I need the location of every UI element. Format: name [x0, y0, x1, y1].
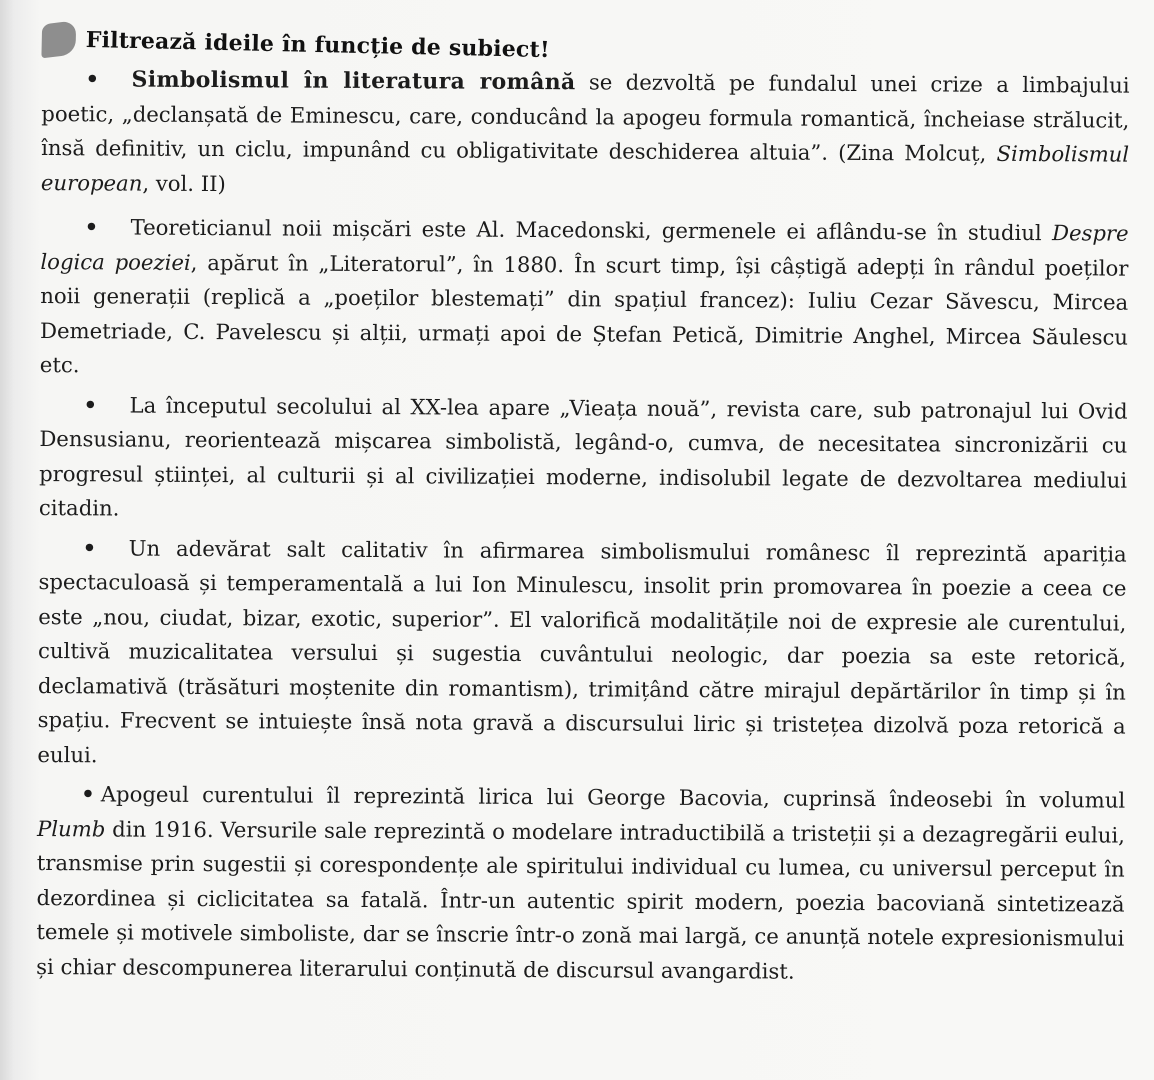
section-marker-icon — [41, 20, 76, 58]
paragraph-text: din 1916. Versurile sale reprezintă o modelare intraductibilă a tristeții și a dezagregării eului, transmise prin sugestii și corespondențe ale spiritului individual cu lumea, cu universul perceput în dezordinea și ciclicitatea sa fatală. Într-un autentic spirit modern, poezia bacoviană sintetizează temele și motivele simboliste, dar se înscrie într-o zonă mai largă, ce anunță notele expresionismului și chiar descompunerea literarului conținută de discursul avangardist. — [36, 815, 1126, 984]
paragraph-text: Apogeul curentului îl reprezintă lirica lui George Bacovia, cuprinsă îndeosebi în volumul — [100, 781, 1126, 813]
bullet-icon: • — [82, 534, 97, 560]
bullet-icon: • — [83, 391, 98, 417]
volume-title: Plumb — [36, 815, 106, 841]
book-title: Simbolismul european — [40, 140, 1130, 196]
paragraph-text: La începutul secolului al XX-lea apare „Vieața nouă”, revista care, sub patronajul lui Ovid Densusianu, reorientează mișcarea simbolistă, legând-o, cumva, de necesitatea sincronizării cu progresul științei, al culturii și al civilizației moderne, indisolubil legate de dezvoltarea mediului citadin. — [38, 392, 1128, 521]
textbook-page — [36, 8, 1130, 991]
paragraph-text: se dezvoltă pe fundalul unei crize a limbajului poetic, „declanșată de Eminescu, care, conducând la apogeu formula romantică, încheiase strălucit, însă definitiv, un ciclu, impunând cu obligativitate deschiderea altuia”. (Zina Molcuț, — [41, 69, 1130, 166]
study-title: Despre logica poeziei — [40, 220, 1129, 275]
paragraph-text: Un adevărat salt calitativ în afirmarea simbolismului românesc îl reprezintă apariția spectaculoasă și temperamentală a lui Ion Minulescu, insolit prin promovarea în poezie a ceea ce este „nou, ciudat, bizar, exotic, superior”. El valorifică modalitățile noi de expresie ale curentului, cultivă muzicalitatea versului și sugestia cuvântului neologic, dar poezia sa este retorică, declamativă (trăsături moștenite din romantism), trimițând către mirajul depărtărilor în timp și în spațiu. Frecvent se intuiește însă nota gravă a discursului liric și tristețea dizolvă poza retorică a eului. — [37, 535, 1127, 767]
paragraph-bacovia — [36, 777, 1125, 991]
paragraph-text: Teoreticianul noii mișcări este Al. Macedonski, germenele ei aflându-se în studiul — [130, 214, 1053, 246]
bullet-icon: • — [81, 781, 95, 807]
paragraph-text: , vol. II) — [142, 170, 226, 196]
subject-term: Simbolismul în literatura română — [131, 66, 576, 96]
heading-text: Filtrează ideile în funcție de subiect! — [85, 26, 551, 64]
paragraph-text: , apărut în „Literatorul”, în 1880. În scurt timp, își câștigă adepți în rândul poeților noii generații (replică a „poeților blestemați” din spațiul francez): Iuliu Cezar Săvescu, Mircea Demetriade, C. Pavelescu și alții, urmați apoi de Ștefan Petică, Dimitrie Anghel, Mircea Săulescu etc. — [39, 249, 1129, 378]
paragraph-macedonski — [40, 210, 1129, 389]
paragraph-simbolism-definition — [41, 62, 1130, 207]
bullet-icon: • — [84, 214, 99, 240]
paragraph-vieata-noua — [39, 387, 1128, 532]
bullet-icon: • — [85, 66, 100, 92]
paragraph-minulescu — [37, 530, 1126, 778]
